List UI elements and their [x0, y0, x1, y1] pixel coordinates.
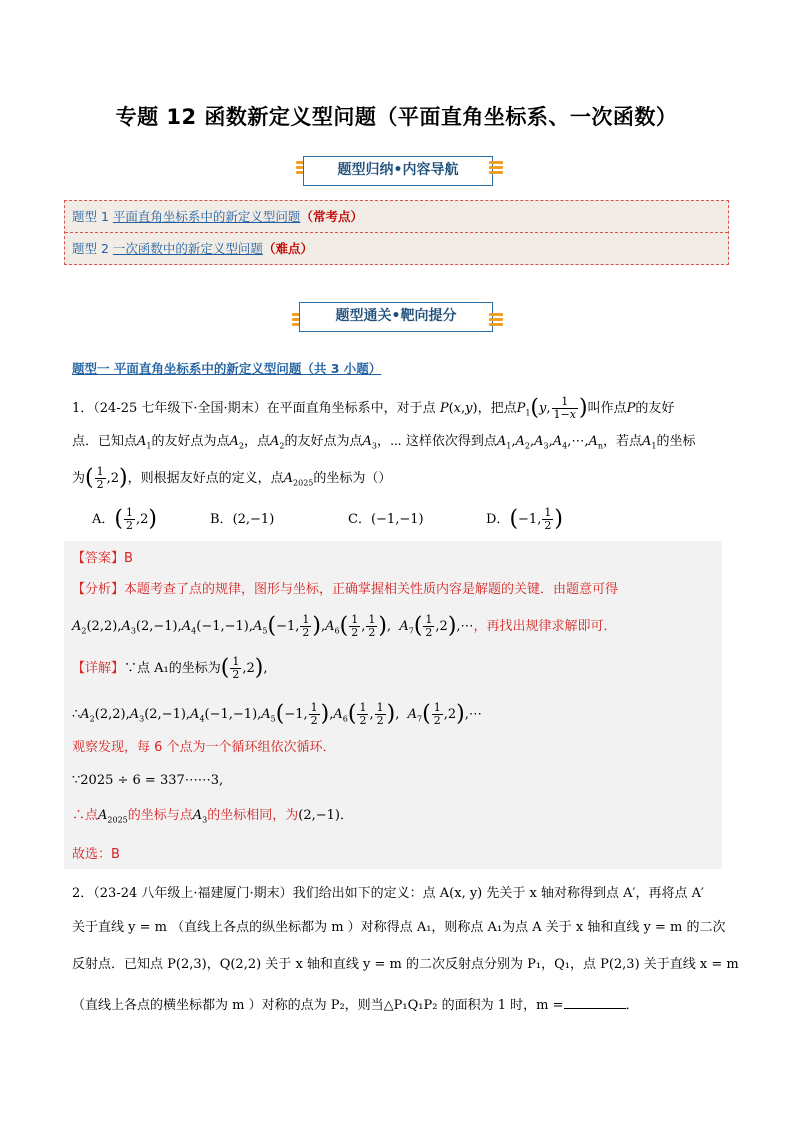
nav-item-tag: （难点）: [262, 241, 313, 256]
banner-right-bars-icon: [489, 161, 503, 173]
nav-item-link[interactable]: 平面直角坐标系中的新定义型问题: [112, 209, 301, 224]
q2-line-2: 关于直线 y = m （直线上各点的纵坐标都为 m ）对称得点 A₁，则称点 A₁为点 A 关于 x 轴和直线 y = m 的二次: [72, 920, 726, 935]
page-title: 专题 12 函数新定义型问题（平面直角坐标系、一次函数）: [115, 105, 678, 129]
banner-right-bars-icon: [489, 313, 503, 325]
division-line: ∵2025 ÷ 6 = 337⋯⋯3,: [72, 773, 224, 788]
q1-option-b[interactable]: B．(2,−1): [210, 512, 275, 527]
nav-item-link[interactable]: 一次函数中的新定义型问题: [112, 241, 263, 256]
q1-option-d[interactable]: D．(−1, $\frac{1}{2}$ ): [486, 506, 563, 532]
nav-item-2[interactable]: [65, 233, 728, 265]
analysis-line: 【分析】本题考查了点的规律，图形与坐标，正确掌握相关性质内容是解题的关键．由题意可得: [72, 582, 619, 597]
q2-line-3: 反射点．已知点 P(2,3)，Q(2,2) 关于 x 轴和直线 y = m 的二次反射点分别为 P₁，Q₁，点 P(2,3) 关于直线 x = m: [72, 957, 739, 972]
q1-line-1: 1．（24-25 七年级下·全国·期末）在平面直角坐标系中，对于点 P(x,y)，把点$P_1(y$, $\frac{1}{1-x}$ )叫作点P的友好: [72, 395, 675, 421]
answer-line: 【答案】B: [72, 551, 133, 566]
nav-item-1[interactable]: [65, 201, 728, 233]
nav-item-label: 题型 2: [72, 241, 109, 256]
nav-item-label: 题型 1: [72, 209, 109, 224]
detail-sequence: $\therefore A_2(2,2),A_3(2,-1),A_4(-1,-1),A_5(-1$, $\frac{1}{2}$ )$,A_6$( $\frac{1}{2}$ , $\frac{1}{2}$ ), $A_7$( $\frac{1}{2}$ ,2),⋯: [72, 701, 482, 727]
choice-line: 故选：B: [72, 847, 120, 862]
q1-line-2: 点．已知点$A_1$的友好点为点$A_2$，点$A_2$的友好点为点$A_3$，⋯ 这样依次得到点$A_1,A_2,A_3,A_4,\cdots,A_n$，若点$A_1$的坐标: [72, 434, 696, 451]
q1-option-c[interactable]: C．(−1,−1): [348, 512, 424, 527]
observe-line: 观察发现，每 6 个点为一个循环组依次循环．: [72, 740, 336, 755]
analysis-sequence: $A_2(2,2),A_3(2,-1),A_4(-1,-1),A_5(-1$, $\frac{1}{2}$ )$,A_6$( $\frac{1}{2}$ , $\frac{1}{2}$ ), $A_7$( $\frac{1}{2}$ ,2),⋯，再找出规律求解即可．: [72, 613, 617, 639]
q2-line-4: （直线上各点的横坐标都为 m ）对称的点为 P₂，则当△P₁Q₁P₂ 的面积为 1 时，m = ．: [72, 994, 639, 1016]
q1-line-3: 为( $\frac{1}{2}$ ,2)，则根据友好点的定义，点$A_{2025}$的坐标为（）: [72, 465, 392, 491]
answer-blank[interactable]: [564, 994, 626, 1009]
practice-banner: 题型通关•靶向提分: [299, 302, 493, 332]
conclusion-line: ∴点$A_{2025}$的坐标与点$A_3$的坐标相同，为(2,−1)．: [72, 808, 354, 825]
q2-line-1: 2．（23-24 八年级上·福建厦门·期末）我们给出如下的定义：点 A(x, y) 先关于 x 轴对称得到点 A′，再将点 A′: [72, 886, 704, 901]
q1-option-a[interactable]: A．( $\frac{1}{2}$ ,2): [92, 506, 157, 532]
detail-line: 【详解】∵点 A₁的坐标为( $\frac{1}{2}$ ,2),: [72, 655, 268, 681]
nav-banner: 题型归纳•内容导航: [303, 156, 493, 186]
content-navigation: [64, 200, 729, 265]
nav-item-tag: （常考点）: [300, 209, 363, 224]
section-heading: 题型一 平面直角坐标系中的新定义型问题（共 3 小题）: [72, 361, 382, 376]
